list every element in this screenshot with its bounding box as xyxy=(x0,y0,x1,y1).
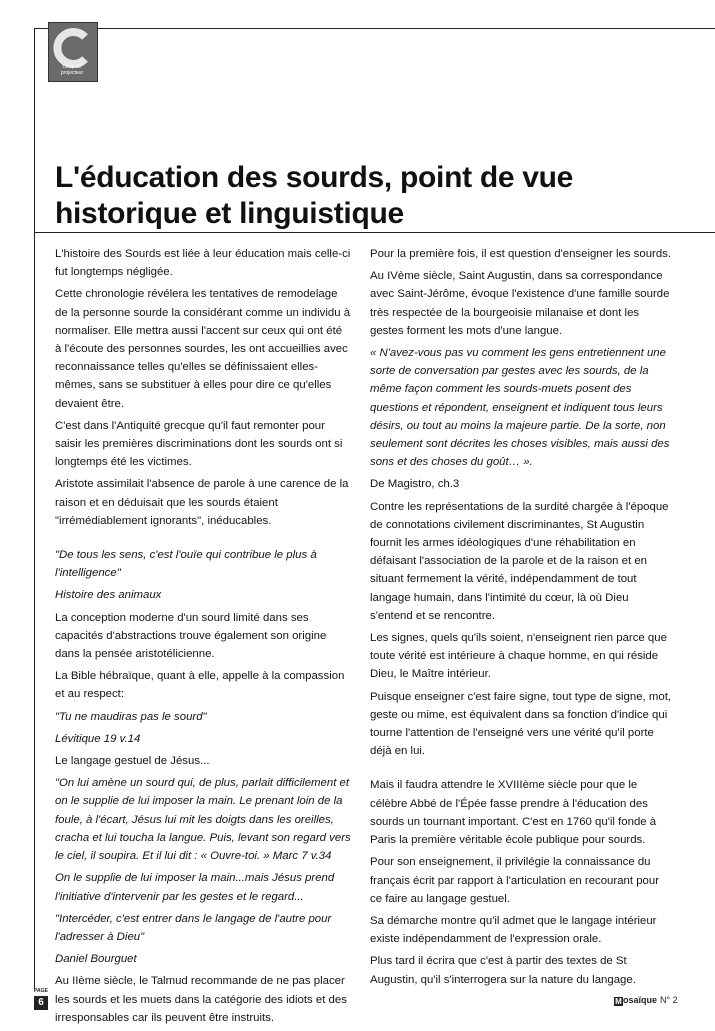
title-divider xyxy=(34,232,715,233)
right-text-column xyxy=(370,245,674,993)
left-text-column xyxy=(55,245,351,1031)
page-frame-top-rule xyxy=(34,28,715,29)
page-frame-left-rule xyxy=(34,28,35,990)
paragraph: De Magistro, ch.3 xyxy=(370,478,460,491)
paragraph: Puisque enseigner c'est faire signe, tout type de signe, mot, geste ou mime, est équivalent dans sa fonction d'indice qui tourne l'attention de l'enseigné vers une vérité qu'il porte déjà en lui. xyxy=(370,690,672,758)
article-title: L'éducation des sourds, point de vue historique et linguistique xyxy=(55,161,574,230)
paragraph: Histoire des animaux xyxy=(55,589,162,602)
paragraph: Mais il faudra attendre le XVIIIème siècle pour que le célèbre Abbé de l'Épée fasse prendre à l'éducation des sourds un tournant important. C'est en 1760 qu'il fonde à Paris la première véritable école publique pour sourds. xyxy=(370,779,657,847)
paragraph: "Intercéder, c'est entrer dans le langage de l'autre pour l'adresser à Dieu" xyxy=(55,912,332,943)
paragraph: Les signes, quels qu'ils soient, n'enseignent rien parce que toute vérité est intérieure à chaque homme, en qui réside Dieu, le Maître intérieur. xyxy=(370,632,667,681)
paragraph: La conception moderne d'un sourd limité dans ses capacités d'abstractions trouve également son origine dans la pensée aristotélicienne. xyxy=(55,611,327,661)
paragraph: Au IIème siècle, le Talmud recommande de ne pas placer les sourds et les muets dans la catégorie des idiots et des irresponsables car ils peuvent être instruits. xyxy=(55,975,347,1024)
letter-c-logo-icon xyxy=(52,28,92,68)
paragraph: Pour son enseignement, il privilégie la connaissance du français écrit par rapport à l'articulation en recourant pour ce faire au langage gestuel. xyxy=(370,856,659,905)
paragraph: C'est dans l'Antiquité grecque qu'il faut remonter pour saisir les premières discriminations dont les sourds ont si longtemps été les victimes. xyxy=(55,419,343,469)
paragraph: Contre les représentations de la surdité chargée à l'époque de connotations civilement discriminantes, St Augustin fournit les armes idéologiques d'une réhabilitation en défaisant l'association de la parole et de la raison et en situant fermement la vérité, indépendamment de tout langage humain, dans l'intimité du cœur, là où Dieu s'entend et se rencontre. xyxy=(370,500,669,622)
paragraph: « N'avez-vous pas vu comment les gens entretiennent une sorte de conversation par gestes avec les sourds, de la même façon comment les sourds-muets posent des questions et répondent, enseignent et indiquent tous leurs désirs, ou tout au moins la majeure partie. De la sorte, non seulement sont décrites les choses visibles, mais aussi des sons et des choses du goût… ». xyxy=(370,347,670,469)
section-logo-label: Coup de projecteur xyxy=(60,64,84,76)
paragraph: Lévitique 19 v.14 xyxy=(55,732,141,745)
paragraph: "On lui amène un sourd qui, de plus, parlait difficilement et on le supplie de lui imposer la main. Le prenant loin de la foule, à l'écart, Jésus lui mit les doigts dans les oreilles, cracha et lui toucha la langue. Puis, levant son regard vers le ciel, il soupira. Et il lui dit : « Ouvre-toi. » Marc 7 v.34 xyxy=(55,777,351,863)
paragraph: L'histoire des Sourds est liée à leur éducation mais celle-ci fut longtemps négligée. xyxy=(55,248,351,279)
paragraph: Plus tard il écrira que c'est à partir des textes de St Augustin, qu'il s'interrogera sur la nature du langage. xyxy=(370,955,636,986)
paragraph-spacer xyxy=(370,764,674,776)
paragraph: "Tu ne maudiras pas le sourd" xyxy=(55,710,207,723)
paragraph: "De tous les sens, c'est l'ouïe qui contribue le plus à l'intelligence" xyxy=(55,549,317,580)
paragraph: Aristote assimilait l'absence de parole à une carence de la raison et en déduisait que les sourds étaient "irrémédiablement ignorants", inéducables. xyxy=(55,478,349,527)
paragraph: Cette chronologie révélera les tentatives de remodelage de la personne sourde la considérant comme un individu à normaliser. Elle mettra aussi l'accent sur ceux qui ont été à l'écoute des personnes sourdes, les ont accueillies avec reconnaissance telles qu'elles se définissaient elles-mêmes, sans se substituer à elles pour dire ce qu'elles devaient être. xyxy=(55,288,351,410)
paragraph: Pour la première fois, il est question d'enseigner les sourds. xyxy=(370,248,672,260)
paragraph: Sa démarche montre qu'il admet que le langage intérieur existe indépendamment de l'expression orale. xyxy=(370,914,657,946)
paragraph: Le langage gestuel de Jésus... xyxy=(55,755,210,768)
page-label: PAGE xyxy=(34,988,48,994)
paragraph: On le supplie de lui imposer la main...mais Jésus prend l'initiative d'intervenir par les gestes et le regard... xyxy=(55,872,335,903)
paragraph: Au IVème siècle, Saint Augustin, dans sa correspondance avec Saint-Jérôme, évoque l'existence d'une famille sourde très respectée de la bourgeoisie milanaise et dont les gestes forment les mots d'une langue. xyxy=(370,270,670,337)
publication-name: osaïque xyxy=(623,995,658,1005)
paragraph-spacer xyxy=(55,534,351,546)
paragraph: Daniel Bourguet xyxy=(55,953,137,966)
paragraph: La Bible hébraïque, quant à elle, appelle à la compassion et au respect: xyxy=(55,670,345,701)
publication-initial: M xyxy=(615,997,622,1006)
page-number: 6 xyxy=(34,996,48,1010)
issue-number: N° 2 xyxy=(660,995,678,1005)
publication-footer xyxy=(614,995,678,1006)
